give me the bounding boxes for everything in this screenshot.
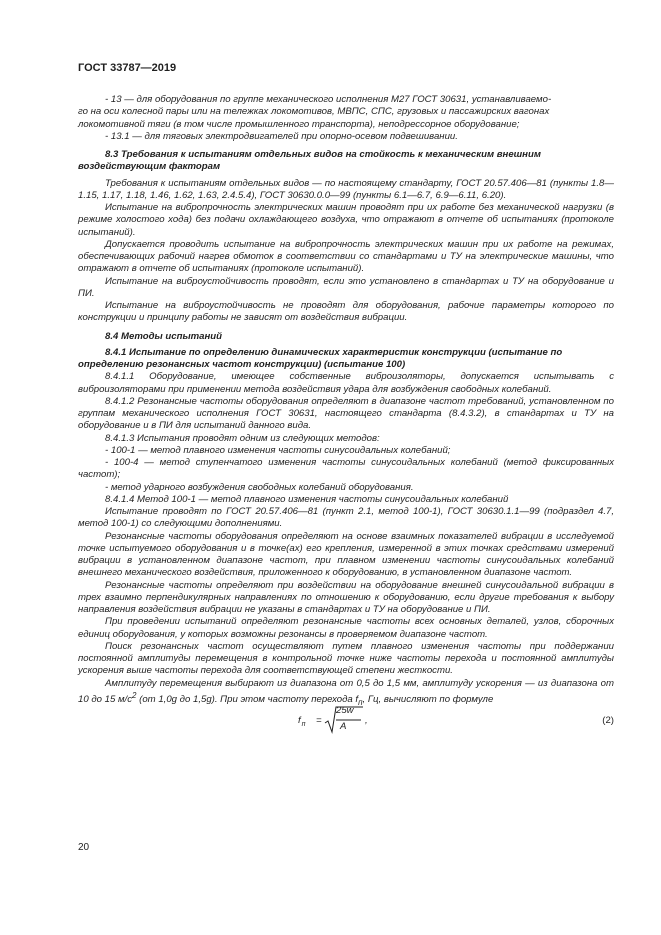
formula-lhs (298, 715, 306, 728)
subscript: п (358, 697, 363, 707)
list-item: - 13.1 — для тяговых электродвигателей при опорно-осевом подвешивании. (105, 130, 458, 142)
document-header: ГОСТ 33787—2019 (78, 62, 177, 74)
paragraph: Испытание на вибропрочность электрических машин проводят при их работе без механической нагрузки (в режиме холостого хода) без подачи охлаждающего воздуха, что отражают в отчете об испытаниях (протоколе испытаний). (78, 202, 614, 238)
paragraph: 8.4.1.3 Испытания проводят одним из следующих методов: (105, 432, 380, 444)
formula-subscript: п (301, 721, 306, 729)
paragraph: 8.4.1.2 Резонансные частоты оборудования определяют в диапазоне частот требований, установленном по группам механического исполнения ГОСТ 30631, настоящего стандарта (8.4.3.2), в стандартах и ТУ на оборудование и в ПИ для испытаний данного вида. (78, 395, 614, 432)
paragraph: Испытание проводят по ГОСТ 20.57.406—81 (пункт 2.1, метод 100-1), ГОСТ 30630.1.1—99 (подраздел 4.7, метод 100-1) со следующими дополнениями. (78, 506, 614, 530)
text-run: Амплитуду перемещения выбирают из диапазона от 0,5 до 1,5 мм, амплитуду ускорения — из диапазона от 10 до 15 м/с (78, 677, 614, 705)
list-item: - 13 — для оборудования по группе механического исполнения М27 ГОСТ 30631, устанавливаемо- (105, 94, 552, 105)
list-item: - 100-4 — метод ступенчатого изменения частоты синусоидальных колебаний (метод фиксированных частот); (78, 457, 614, 481)
section-heading-8-4-1: 8.4.1 Испытание по определению динамических характеристик конструкции (испытание по определению резонансных частот конструкции) (испытание 100) (78, 346, 563, 370)
list-item: - метод ударного возбуждения свободных колебаний оборудования. (105, 481, 414, 493)
section-heading-8-3: 8.3 Требования к испытаниям отдельных видов на стойкость к механическим внешним воздействующим факторам (78, 149, 541, 173)
text-run: (от 1,0g до 1,5g). При этом частоту перехода f (136, 693, 359, 705)
formula-numerator: 25w (336, 705, 354, 717)
paragraph: Допускается проводить испытание на вибропрочность электрических машин при их работе на режимах, обеспечивающих рабочий нагрев обмоток в соответствии со стандартами и ТУ на электрические машины, что отражают в отчете об испытаниях (протоколе испытаний). (78, 238, 614, 275)
formula-2 (78, 705, 614, 741)
page-body (78, 94, 614, 741)
text-line: локомотивной тяги (в том числе промышленного транспорта), неподрессорное оборудование; (78, 118, 520, 130)
text-line: го на оси колесной пары или на тележках локомотивов, МВПС, СПС, грузовых и пассажирских вагонах (78, 106, 550, 118)
paragraph: Поиск резонансных частот осуществляют путем плавного изменения частоты при поддержании постоянной амплитуды перемещения в контрольной точке ниже частоты перехода и постоянной амплитуды ускорения выше частоты перехода для соответствующей степени жесткости. (78, 640, 614, 677)
paragraph: Резонансные частоты оборудования определяют на основе взаимных показателей вибрации в исследуемой точке испытуемого оборудования и в точке(ах) его крепления, измеренной в этих точках средствами измерений вибрации в установленном диапазоне частот, при плавном изменении частоты синусоидальных колебаний внешнего механического воздействия, приложенного к оборудованию, в установленном диапазоне частот. (78, 530, 614, 579)
formula-denominator: A (340, 721, 347, 733)
text-run: , Гц, вычисляют по формуле (362, 693, 494, 705)
paragraph: Резонансные частоты определяют при воздействии на оборудование внешней синусоидальной вибрации в трех взаимно перпендикулярных направлениях по отношению к оборудованию, если другие требования к выбору направления воздействия вибрации не указаны в стандартах и ТУ на оборудование и ПИ. (78, 579, 614, 615)
page-number: 20 (78, 842, 90, 853)
paragraph: Испытание на виброустойчивость проводят, если это установлено в стандартах и ТУ на оборудование и ПИ. (78, 275, 614, 299)
formula-comma: , (365, 715, 368, 727)
paragraph: 8.4.1.4 Метод 100-1 — метод плавного изменения частоты синусоидальных колебаний (105, 493, 509, 505)
paragraph: При проведении испытаний определяют резонансные частоты всех основных деталей, узлов, сборочных единиц оборудования, у которых возможны резонансы в проверяемом диапазоне частот. (78, 616, 614, 640)
formula-symbol: f (298, 715, 301, 727)
formula-number: (2) (602, 715, 614, 727)
superscript: 2 (132, 690, 137, 700)
list-item: - 100-1 — метод плавного изменения частоты синусоидальных колебаний; (105, 444, 451, 456)
formula-equals: = (316, 715, 322, 727)
section-heading-8-4: 8.4 Методы испытаний (105, 330, 223, 342)
paragraph: Испытание на виброустойчивость не проводят для оборудования, рабочие параметры которого по конструкции и принципу работы не зависят от воздействия вибрации. (78, 300, 614, 324)
paragraph: 8.4.1.1 Оборудование, имеющее собственные виброизоляторы, допускается испытывать с виброизоляторами при применении метода воздействия удара для возбуждения свободных колебаний. (78, 371, 614, 395)
paragraph: Требования к испытаниям отдельных видов — по настоящему стандарту, ГОСТ 20.57.406—81 (пункты 1.8—1.15, 1.17, 1.18, 1.46, 1.62, 1.63, 2.4.5.4), ГОСТ 30630.0.0—99 (пункты 6.1—6.7, 6.9—6.11, 6.20). (78, 177, 614, 201)
